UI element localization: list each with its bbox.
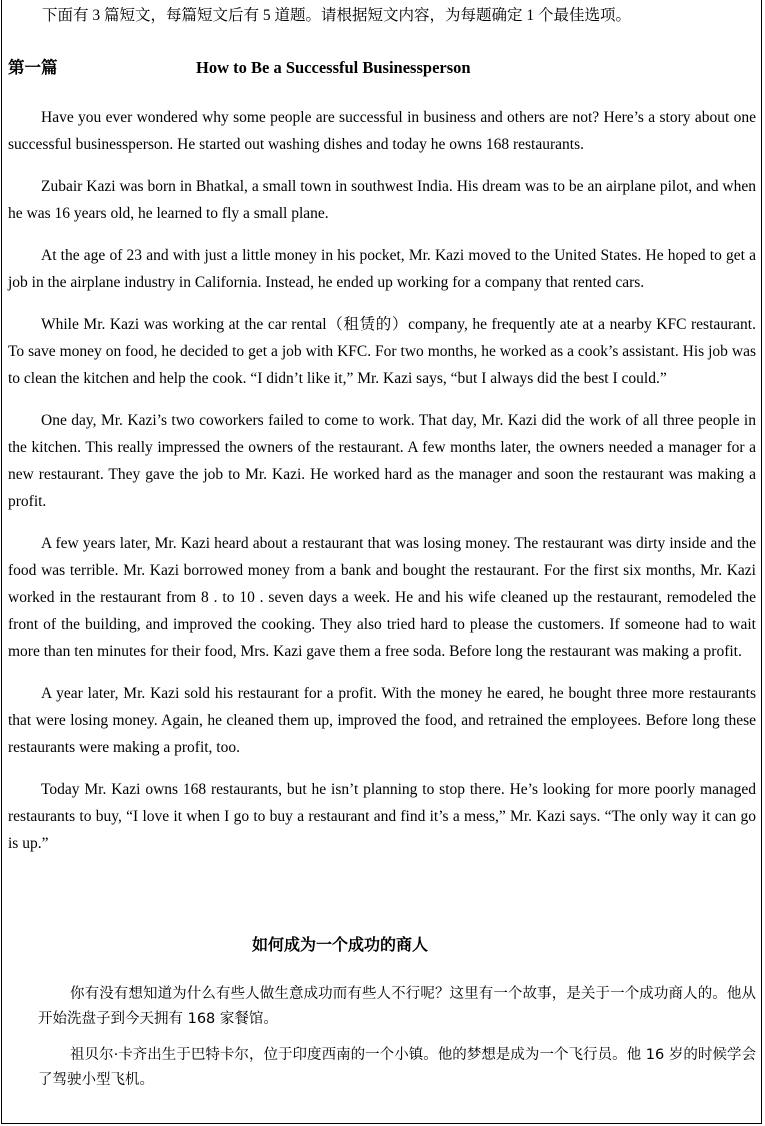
english-paragraph: One day, Mr. Kazi’s two coworkers failed to come to work. That day, Mr. Kazi did the work of all three people in the kitchen. This really impressed the owners of the restaurant. A few months later, the owners needed a manager for a new restaurant. They gave the job to Mr. Kazi. He worked hard as the manager and soon the restaurant was making a profit.	[8, 412, 756, 510]
english-paragraph: Zubair Kazi was born in Bhatkal, a small town in southwest India. His dream was to be an airplane pilot, and when he was 16 years old, he learned to fly a small plane.	[8, 178, 756, 222]
english-paragraph: A year later, Mr. Kazi sold his restaurant for a profit. With the money he eared, he bought three more restaurants that were losing money. Again, he cleaned them up, improved the food, and retrained the employees. Before long these restaurants were making a profit, too.	[8, 685, 756, 756]
passage-heading	[8, 56, 758, 80]
english-passage	[8, 104, 756, 872]
english-paragraph: Have you ever wondered why some people are successful in business and others are not? Here’s a story about one successful businessperson. He started out washing dishes and today he owns 168 restaurants.	[8, 109, 756, 153]
chinese-paragraph: 你有没有想知道为什么有些人做生意成功而有些人不行呢？这里有一个故事，是关于一个成功商人的。他从开始洗盘子到今天拥有 168 家餐馆。	[38, 986, 756, 1027]
chinese-translation	[38, 982, 756, 1104]
english-paragraph: A few years later, Mr. Kazi heard about a restaurant that was losing money. The restaurant was dirty inside and the food was terrible. Mr. Kazi borrowed money from a bank and bought the restaurant. For the first six months, Mr. Kazi worked in the restaurant from 8 . to 10 . seven days a week. He and his wife cleaned up the restaurant, remodeled the front of the building, and improved the cooking. They also tried hard to please the customers. If someone had to wait more than ten minutes for their food, Mrs. Kazi gave them a free soda. Before long the restaurant was making a profit.	[8, 535, 756, 660]
english-paragraph: Today Mr. Kazi owns 168 restaurants, but he isn’t planning to stop there. He’s looking for more poorly managed restaurants to buy, “I love it when I go to buy a restaurant and find it’s a mess,” Mr. Kazi says. “The only way it can go is up.”	[8, 781, 756, 852]
document-page	[1, 0, 762, 1124]
instruction-text: 下面有 3 篇短文，每篇短文后有 5 道题。请根据短文内容，为每题确定 1 个最佳选项。	[42, 7, 632, 24]
english-paragraph: At the age of 23 and with just a little money in his pocket, Mr. Kazi moved to the United States. He hoped to get a job in the airplane industry in California. Instead, he ended up working for a company that rented cars.	[8, 247, 756, 291]
english-title: How to Be a Successful Businessperson	[196, 58, 471, 77]
chinese-paragraph: 祖贝尔·卡齐出生于巴特卡尔，位于印度西南的一个小镇。他的梦想是成为一个飞行员。他 16 岁的时候学会了驾驶小型飞机。	[38, 1047, 756, 1088]
english-paragraph: While Mr. Kazi was working at the car rental（租赁的）company, he frequently ate at a nearby KFC restaurant. To save money on food, he decided to get a job with KFC. For two months, he worked as a cook’s assistant. His job was to clean the kitchen and help the cook. “I didn’t like it,” Mr. Kazi says, “but I always did the best I could.”	[8, 316, 756, 387]
part-label: 第一篇	[8, 58, 58, 77]
chinese-title: 如何成为一个成功的商人	[251, 935, 428, 954]
